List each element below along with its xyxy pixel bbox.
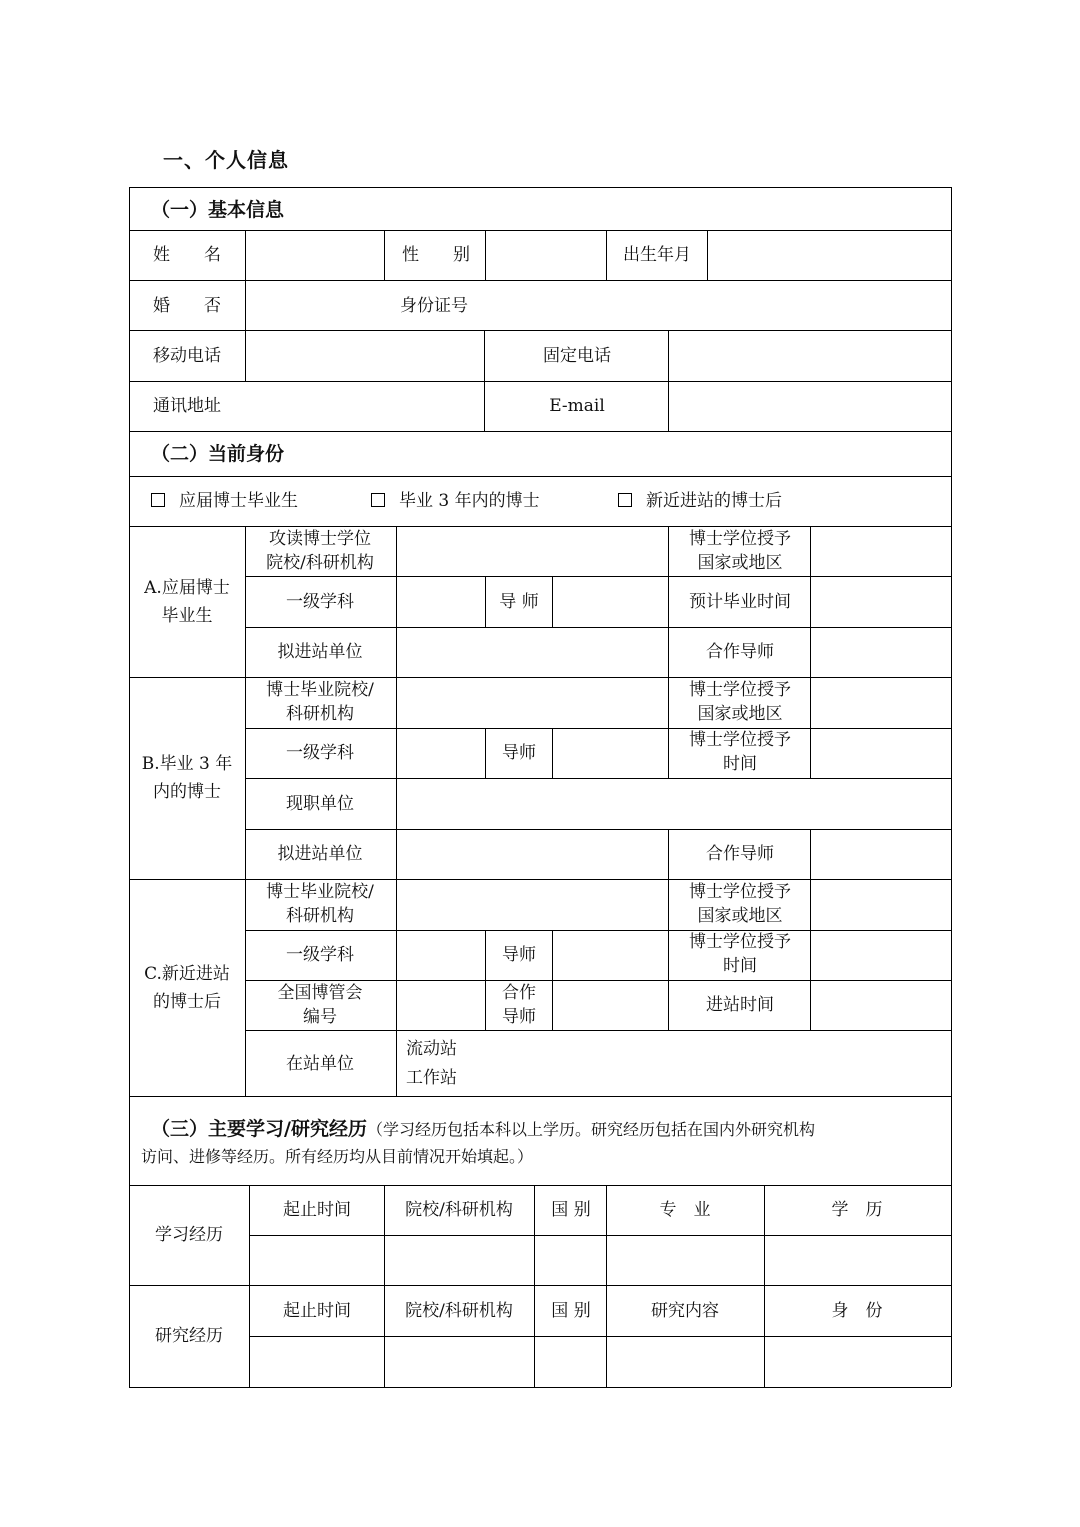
table-rule-vertical <box>764 1185 765 1387</box>
a-expected-graduation-label: 预计毕业时间 <box>689 592 791 612</box>
c-institution-label-1: 博士毕业院校/ <box>266 882 374 902</box>
a-group-label-2: 毕业生 <box>161 606 213 626</box>
table-rule-horizontal <box>245 1030 951 1031</box>
table-rule-horizontal <box>129 431 951 432</box>
table-rule-horizontal <box>129 280 951 281</box>
b-group-label-1: B.毕业 3 年 <box>141 754 233 774</box>
table-rule-vertical <box>485 930 486 1030</box>
table-rule-horizontal <box>245 576 951 577</box>
b-current-unit-label: 现职单位 <box>286 794 354 814</box>
c-council-number-label-2: 编号 <box>303 1007 337 1027</box>
c-group-label-1: C.新近进站 <box>144 964 230 984</box>
a-country-label-1: 博士学位授予 <box>689 529 791 549</box>
table-rule-vertical <box>552 930 553 1030</box>
table-rule-horizontal <box>129 1096 951 1097</box>
study-institution-header: 院校/科研机构 <box>405 1200 513 1220</box>
study-country-header: 国 别 <box>551 1200 591 1220</box>
birth-date-label: 出生年月 <box>623 245 691 265</box>
table-rule-vertical <box>810 677 811 778</box>
checkbox-icon[interactable] <box>371 493 385 507</box>
table-rule-horizontal <box>245 728 951 729</box>
c-co-advisor-label-1: 合作 <box>502 983 536 1003</box>
table-rule-horizontal <box>129 1185 951 1186</box>
identity-option-b[interactable]: 毕业 3 年内的博士 <box>371 489 540 513</box>
table-rule-vertical <box>129 187 130 1387</box>
b-country-label-2: 国家或地区 <box>697 704 783 724</box>
research-content-header: 研究内容 <box>651 1301 719 1321</box>
table-rule-horizontal <box>129 330 951 331</box>
a-institution-label-2: 院校/科研机构 <box>266 553 374 573</box>
c-group-label-2: 的博士后 <box>153 992 221 1012</box>
gender-label: 性 别 <box>402 245 470 265</box>
table-rule-horizontal <box>129 230 951 231</box>
table-rule-vertical <box>485 576 486 627</box>
table-rule-horizontal <box>129 187 951 188</box>
b-institution-label-2: 科研机构 <box>286 704 354 724</box>
table-rule-horizontal <box>249 1336 951 1337</box>
table-rule-horizontal <box>129 879 951 880</box>
table-rule-horizontal <box>245 778 951 779</box>
id-number-label: 身份证号 <box>400 296 468 316</box>
table-rule-horizontal <box>129 381 951 382</box>
study-label: 学习经历 <box>155 1225 223 1245</box>
c-advisor-label: 导师 <box>502 945 536 965</box>
table-rule-horizontal <box>245 627 951 628</box>
name-label: 姓 名 <box>153 245 221 265</box>
research-role-header: 身 份 <box>831 1301 883 1321</box>
table-rule-vertical <box>485 230 486 281</box>
c-discipline-label: 一级学科 <box>286 945 354 965</box>
table-rule-vertical <box>534 1185 535 1387</box>
table-rule-vertical <box>396 526 397 1096</box>
b-country-label-1: 博士学位授予 <box>689 680 791 700</box>
b-co-advisor-label: 合作导师 <box>706 844 774 864</box>
current-identity-title: （二）当前身份 <box>151 443 285 465</box>
landline-label: 固定电话 <box>543 346 611 366</box>
table-rule-vertical <box>249 1185 250 1387</box>
a-institution-label-1: 攻读博士学位 <box>269 529 371 549</box>
research-label: 研究经历 <box>155 1326 223 1346</box>
research-period-header: 起止时间 <box>283 1301 351 1321</box>
table-rule-vertical <box>484 330 485 431</box>
table-rule-horizontal <box>129 526 951 527</box>
c-institution-label-2: 科研机构 <box>286 906 354 926</box>
c-degree-time-label-2: 时间 <box>723 956 757 976</box>
table-rule-vertical <box>552 576 553 627</box>
table-rule-vertical <box>485 728 486 779</box>
table-rule-vertical <box>810 526 811 678</box>
study-degree-header: 学 历 <box>831 1200 883 1220</box>
application-form-table <box>129 187 951 1387</box>
b-degree-time-label-1: 博士学位授予 <box>689 730 791 750</box>
c-co-advisor-label-2: 导师 <box>502 1007 536 1027</box>
b-group-label-2: 内的博士 <box>153 782 221 802</box>
identity-option-c[interactable]: 新近进站的博士后 <box>618 489 782 513</box>
table-rule-vertical <box>668 879 669 1030</box>
c-mobile-station-label: 流动站 <box>406 1039 457 1059</box>
experience-title-line <box>151 1117 815 1142</box>
a-co-advisor-label: 合作导师 <box>706 642 774 662</box>
c-degree-time-label-1: 博士学位授予 <box>689 932 791 952</box>
section-title: 一、个人信息 <box>163 148 289 172</box>
c-station-unit-label: 在站单位 <box>286 1054 354 1074</box>
table-rule-vertical <box>552 728 553 779</box>
c-council-number-label-1: 全国博管会 <box>277 983 363 1003</box>
basic-info-title: （一）基本信息 <box>151 199 285 221</box>
table-rule-vertical <box>384 230 385 281</box>
a-country-label-2: 国家或地区 <box>697 553 783 573</box>
research-institution-header: 院校/科研机构 <box>405 1301 513 1321</box>
table-rule-vertical <box>384 1185 385 1387</box>
table-rule-vertical <box>606 1185 607 1387</box>
experience-title: （三）主要学习/研究经历 <box>151 1118 367 1140</box>
experience-note-2: 访问、进修等经历。所有经历均从目前情况开始填起。） <box>141 1147 534 1166</box>
identity-option-a[interactable]: 应届博士毕业生 <box>151 489 298 513</box>
table-rule-vertical <box>810 829 811 879</box>
table-rule-horizontal <box>245 829 951 830</box>
table-rule-vertical <box>245 230 246 381</box>
b-planned-unit-label: 拟进站单位 <box>277 844 363 864</box>
table-rule-horizontal <box>129 1285 951 1286</box>
marital-status-label: 婚 否 <box>153 296 221 316</box>
table-rule-horizontal <box>129 476 951 477</box>
table-rule-vertical <box>668 677 669 778</box>
table-rule-horizontal <box>245 930 951 931</box>
checkbox-icon[interactable] <box>618 493 632 507</box>
table-rule-vertical <box>810 879 811 1030</box>
c-entry-time-label: 进站时间 <box>706 995 774 1015</box>
a-advisor-label: 导 师 <box>499 592 539 612</box>
table-rule-vertical <box>668 829 669 879</box>
study-major-header: 专 业 <box>659 1200 711 1220</box>
table-rule-vertical <box>951 187 952 1387</box>
table-rule-vertical <box>707 230 708 281</box>
table-rule-vertical <box>668 526 669 678</box>
table-rule-horizontal <box>249 1235 951 1236</box>
b-degree-time-label-2: 时间 <box>723 754 757 774</box>
table-rule-vertical <box>668 330 669 431</box>
address-label: 通讯地址 <box>153 396 221 416</box>
table-rule-horizontal <box>129 1387 951 1388</box>
a-group-label-1: A.应届博士 <box>144 578 230 598</box>
c-work-station-label: 工作站 <box>406 1068 457 1088</box>
a-planned-unit-label: 拟进站单位 <box>277 642 363 662</box>
table-rule-vertical <box>606 230 607 281</box>
b-discipline-label: 一级学科 <box>286 743 354 763</box>
email-label: E-mail <box>549 396 605 416</box>
b-institution-label-1: 博士毕业院校/ <box>266 680 374 700</box>
mobile-phone-label: 移动电话 <box>153 346 221 366</box>
checkbox-icon[interactable] <box>151 493 165 507</box>
table-rule-vertical <box>245 526 246 1096</box>
research-country-header: 国 别 <box>551 1301 591 1321</box>
b-advisor-label: 导师 <box>502 743 536 763</box>
c-country-label-2: 国家或地区 <box>697 906 783 926</box>
c-country-label-1: 博士学位授予 <box>689 882 791 902</box>
a-discipline-label: 一级学科 <box>286 592 354 612</box>
table-rule-horizontal <box>129 677 951 678</box>
experience-note-1: （学习经历包括本科以上学历。研究经历包括在国内外研究机构 <box>366 1120 815 1139</box>
study-period-header: 起止时间 <box>283 1200 351 1220</box>
